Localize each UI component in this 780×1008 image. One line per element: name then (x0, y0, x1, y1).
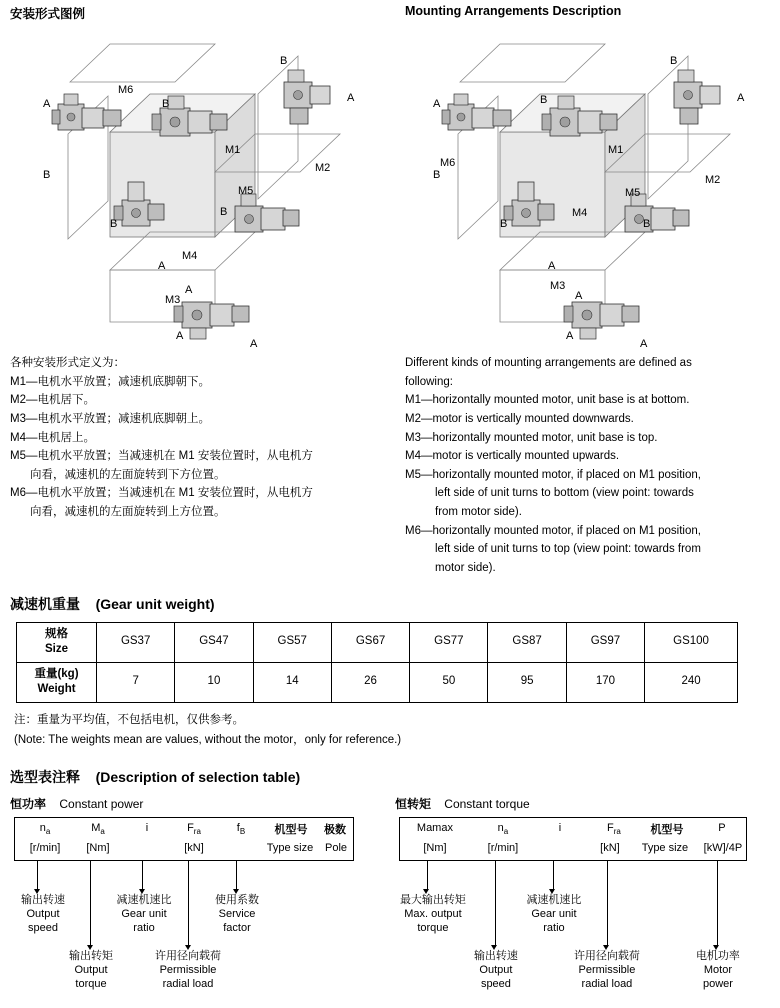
ct-heading-cn: 恒转矩 (394, 796, 431, 811)
cp-ann-radial-load-en1: Permissible (159, 963, 217, 976)
row-header-weight-en: Weight (37, 683, 76, 696)
ct-leader-1 (427, 861, 428, 891)
cp-ann-radial-load-en2: radial load (162, 977, 214, 990)
cp-ann-service-factor-cn: 使用系数 (215, 893, 259, 906)
label-a-1: A (43, 98, 51, 110)
cp-leader-1 (37, 861, 38, 891)
cp-unit-ma: [Nm] (86, 841, 110, 854)
section-headers (10, 4, 770, 22)
ct-leader-2 (495, 861, 496, 947)
cell-size-0: GS37 (97, 622, 175, 662)
ct-ann-output-speed-en2: speed (480, 977, 511, 990)
cp-ann-ratio-en1: Gear unit (121, 907, 167, 920)
label-b-5: B (220, 206, 228, 218)
table-row-weight (17, 662, 738, 702)
label-m5: M5 (238, 185, 254, 197)
diagram-svg-right (400, 22, 780, 352)
cp-ann-output-torque-cn: 输出转矩 (69, 949, 113, 962)
label-a-2: A (347, 92, 355, 104)
label-b-2: B (162, 98, 170, 110)
cp-ann-output-speed-en2: speed (28, 921, 58, 934)
cp-unit-typesize: Type size (266, 841, 314, 854)
cp-ann-output-torque-en1: Output (74, 963, 108, 976)
ct-leader-3 (553, 861, 554, 891)
label-b-4: B (500, 218, 508, 230)
page-root (0, 4, 780, 1008)
cp-sym-i: i (145, 821, 149, 834)
ct-sym-i: i (558, 821, 562, 834)
cell-weight-4: 50 (410, 662, 488, 702)
weight-note-en: (Note: The weights mean are values, without the motor，only for reference.) (14, 733, 402, 746)
cp-ann-service-factor (198, 893, 276, 935)
label-a-3: A (548, 260, 556, 272)
weight-title-en: (Gear unit weight) (95, 595, 215, 612)
definitions-cn-m2: M2—电机居下。 (10, 394, 95, 407)
cp-sym-typesize-cn: 机型号 (274, 823, 308, 836)
label-m3: M3 (165, 294, 181, 306)
ct-heading-en: Constant torque (444, 796, 530, 811)
mounting-diagrams (10, 22, 770, 352)
cell-weight-6: 170 (566, 662, 644, 702)
ct-ann-output-speed-en1: Output (479, 963, 513, 976)
cell-size-4: GS77 (410, 622, 488, 662)
definitions-en-m6-l1: M6—horizontally mounted motor, if placed on M1 position, (405, 524, 701, 537)
selection-title-en: (Description of selection table) (95, 768, 301, 785)
ct-ann-radial-load-en1: Permissible (578, 963, 636, 976)
cp-ann-service-factor-en2: factor (223, 921, 251, 934)
label-b-3: B (280, 55, 288, 67)
selection-diagrams (10, 795, 770, 990)
ct-leader-4 (607, 861, 608, 947)
cp-leader-5 (236, 861, 237, 891)
ct-sym-fra: $F_{ra}$ (607, 821, 621, 836)
gear-unit-m3 (564, 302, 639, 339)
definitions-en-intro-l2: following: (405, 375, 453, 388)
weight-title-cn: 减速机重量 (10, 595, 80, 612)
ct-symbol-box (399, 817, 747, 861)
cell-weight-5: 95 (488, 662, 566, 702)
label-m6: M6 (118, 84, 134, 96)
ct-ann-radial-load-en2: radial load (581, 977, 633, 990)
table-row-size (17, 622, 738, 662)
cp-ann-ratio-cn: 减速机速比 (116, 893, 172, 906)
definitions-block (10, 354, 770, 578)
ct-ann-ratio-en2: ratio (543, 921, 565, 934)
cp-ann-service-factor-en1: Service (218, 907, 256, 920)
ct-unit-p: [kW]/4P (703, 841, 743, 854)
ct-sym-typesize-cn: 机型号 (650, 823, 684, 836)
label-b-1: B (43, 169, 51, 181)
label-b-1: B (433, 169, 441, 181)
label-m4: M4 (182, 250, 198, 262)
label-b-6: A (575, 290, 583, 302)
ct-ann-max-output-torque-en1: Max. output (404, 907, 462, 920)
selection-section-title (10, 767, 770, 787)
label-m6: M6 (440, 157, 456, 169)
label-b-4: B (110, 218, 118, 230)
cell-weight-7: 240 (645, 662, 738, 702)
definitions-cn-m5-l1: M5—电机水平放置；当减速机在 M1 安装位置时，从电机方 (10, 450, 313, 463)
header-en: Mounting Arrangements Description (405, 4, 622, 18)
gear-unit-m6 (52, 94, 121, 130)
ct-leader-5 (717, 861, 718, 947)
definitions-cn-m6-l2: 向看，减速机的左面旋转到上方位置。 (30, 506, 226, 518)
label-a-2: A (737, 92, 745, 104)
ct-sym-p: P (718, 821, 726, 834)
definitions-cn-m4: M4—电机居上。 (10, 431, 95, 444)
ct-ann-output-speed-cn: 输出转速 (473, 949, 518, 962)
label-m1: M1 (225, 144, 241, 156)
label-b-3: B (670, 55, 678, 67)
cp-unit-fra: [kN] (184, 841, 204, 854)
ct-ann-motor-power-cn: 电机功率 (695, 949, 740, 962)
cp-ann-ratio-en2: ratio (133, 921, 155, 934)
cp-sym-na: $n_a$ (39, 821, 51, 836)
definitions-cn-m6-l1: M6—电机水平放置；当减速机在 M1 安装位置时，从电机方 (10, 487, 313, 500)
ct-ann-ratio-en1: Gear unit (531, 907, 577, 920)
gear-unit-m5 (235, 194, 299, 232)
cell-size-7: GS100 (645, 622, 738, 662)
constant-torque-block (394, 795, 770, 990)
mounting-diagram-en (400, 22, 780, 352)
ct-ann-output-speed (463, 949, 529, 991)
weight-note-cn: 注：重量为平均值，不包括电机，仅供参考。 (14, 713, 244, 726)
cell-weight-0: 7 (97, 662, 175, 702)
label-a-4: A (566, 330, 574, 342)
label-m2: M2 (315, 162, 331, 174)
ct-unit-fra: [kN] (600, 841, 620, 854)
definitions-cn-m1: M1—电机水平放置；减速机底脚朝下。 (10, 375, 210, 388)
ct-ann-ratio (515, 893, 593, 935)
ct-ann-max-output-torque (387, 893, 479, 935)
label-b-5: B (643, 218, 651, 230)
gear-unit-weight-table (16, 622, 738, 703)
definitions-en-m2: M2—motor is vertically mounted downwards. (405, 412, 634, 425)
ct-ann-motor-power-en2: power (702, 977, 733, 990)
ct-ann-radial-load-cn: 许用径向载荷 (573, 949, 640, 962)
definitions-en-m3: M3—horizontally mounted motor, unit base is top. (405, 431, 658, 444)
label-a-3: A (158, 260, 166, 272)
ct-ann-motor-power (685, 949, 751, 991)
cp-ann-output-speed-en1: Output (26, 907, 60, 920)
cp-symbol-box (14, 817, 354, 861)
ct-ann-motor-power-en1: Motor (703, 963, 732, 976)
cp-leader-4 (188, 861, 189, 947)
cell-size-6: GS97 (566, 622, 644, 662)
label-a-5: A (640, 338, 648, 350)
cp-leader-2 (90, 861, 91, 947)
weight-section-title (10, 594, 770, 614)
gear-unit-m2 (674, 70, 720, 124)
cell-size-2: GS57 (253, 622, 331, 662)
definitions-cn (10, 354, 405, 578)
definitions-en-intro-l1: Different kinds of mounting arrangements are defined as (405, 357, 692, 369)
cp-ann-output-speed (10, 893, 76, 935)
cp-unit-na: [r/min] (29, 841, 61, 854)
cp-unit-pole: Pole (324, 841, 348, 854)
cp-heading-en: Constant power (59, 796, 144, 811)
diagram-svg-left (10, 22, 400, 352)
gear-unit-m6 (442, 94, 511, 130)
row-header-size (17, 622, 97, 662)
definitions-en (405, 354, 770, 578)
cp-sym-fb: $f_B$ (236, 821, 246, 836)
label-m1: M1 (608, 144, 624, 156)
cell-weight-1: 10 (175, 662, 253, 702)
label-a-5: A (250, 338, 258, 350)
definitions-en-m5-l2: left side of unit turns to bottom (view point: towards (435, 487, 694, 500)
cp-sym-ma: $M_a$ (91, 821, 105, 836)
ct-ann-radial-load (561, 949, 653, 991)
header-cn: 安装形式图例 (10, 7, 86, 21)
ct-ann-ratio-cn: 减速机速比 (526, 893, 582, 906)
row-header-weight-cn: 重量(kg) (34, 667, 79, 680)
constant-power-block (10, 795, 395, 990)
cell-weight-2: 14 (253, 662, 331, 702)
gear-unit-m2 (284, 70, 330, 124)
definitions-en-m6-l3: motor side). (435, 561, 496, 574)
definitions-cn-intro: 各种安装形式定义为： (10, 357, 125, 369)
ct-unit-mamax: [Nm] (423, 841, 447, 854)
cell-weight-3: 26 (331, 662, 409, 702)
ct-sym-na: $n_a$ (497, 821, 509, 836)
constant-torque-heading (395, 795, 770, 812)
cp-heading-cn: 恒功率 (10, 796, 47, 811)
definitions-en-m5-l1: M5—horizontally mounted motor, if placed on M1 position, (405, 468, 701, 481)
label-m2: M2 (705, 174, 721, 186)
definitions-en-m1: M1—horizontally mounted motor, unit base is at bottom. (405, 394, 690, 407)
ct-ann-max-output-torque-cn: 最大输出转矩 (399, 893, 466, 906)
cp-sym-pole-cn: 极数 (324, 823, 346, 836)
definitions-en-m6-l2: left side of unit turns to top (view point: towards from (435, 543, 701, 556)
row-header-weight (17, 662, 97, 702)
cp-ann-ratio (105, 893, 183, 935)
ct-unit-typesize: Type size (641, 841, 689, 854)
gear-unit-m3 (174, 302, 249, 339)
label-a-1: A (433, 98, 441, 110)
label-a-4: A (176, 330, 184, 342)
cell-size-1: GS47 (175, 622, 253, 662)
constant-power-heading (10, 795, 395, 812)
label-m3: M3 (550, 280, 566, 292)
label-m4: M4 (572, 207, 588, 219)
cp-ann-output-torque (58, 949, 124, 991)
definitions-en-m5-l3: from motor side). (435, 506, 522, 518)
label-b-2: B (540, 94, 548, 106)
label-m5: M5 (625, 187, 641, 199)
definitions-en-m4: M4—motor is vertically mounted upwards. (405, 450, 620, 463)
selection-title-cn: 选型表注释 (10, 768, 80, 785)
row-header-size-en: Size (44, 643, 68, 656)
gear-unit-m5 (625, 194, 689, 232)
cell-size-3: GS67 (331, 622, 409, 662)
cp-ann-output-torque-en2: torque (75, 977, 107, 990)
label-b-6: A (185, 284, 193, 296)
cp-leader-3 (142, 861, 143, 891)
ct-sym-mamax: Mamax (416, 821, 453, 834)
cp-ann-output-speed-cn: 输出转速 (21, 893, 65, 906)
ct-ann-max-output-torque-en2: torque (417, 921, 449, 934)
ct-unit-na: [r/min] (487, 841, 519, 854)
cp-ann-radial-load (142, 949, 234, 991)
cp-sym-fra: $F_{ra}$ (187, 821, 201, 836)
cell-size-5: GS87 (488, 622, 566, 662)
mounting-diagram-cn (10, 22, 400, 352)
definitions-cn-m5-l2: 向看，减速机的左面旋转到下方位置。 (30, 468, 226, 481)
definitions-cn-m3: M3—电机水平放置；减速机底脚朝上。 (10, 412, 210, 425)
row-header-size-cn: 规格 (45, 627, 68, 640)
cp-ann-radial-load-cn: 许用径向载荷 (155, 949, 221, 962)
